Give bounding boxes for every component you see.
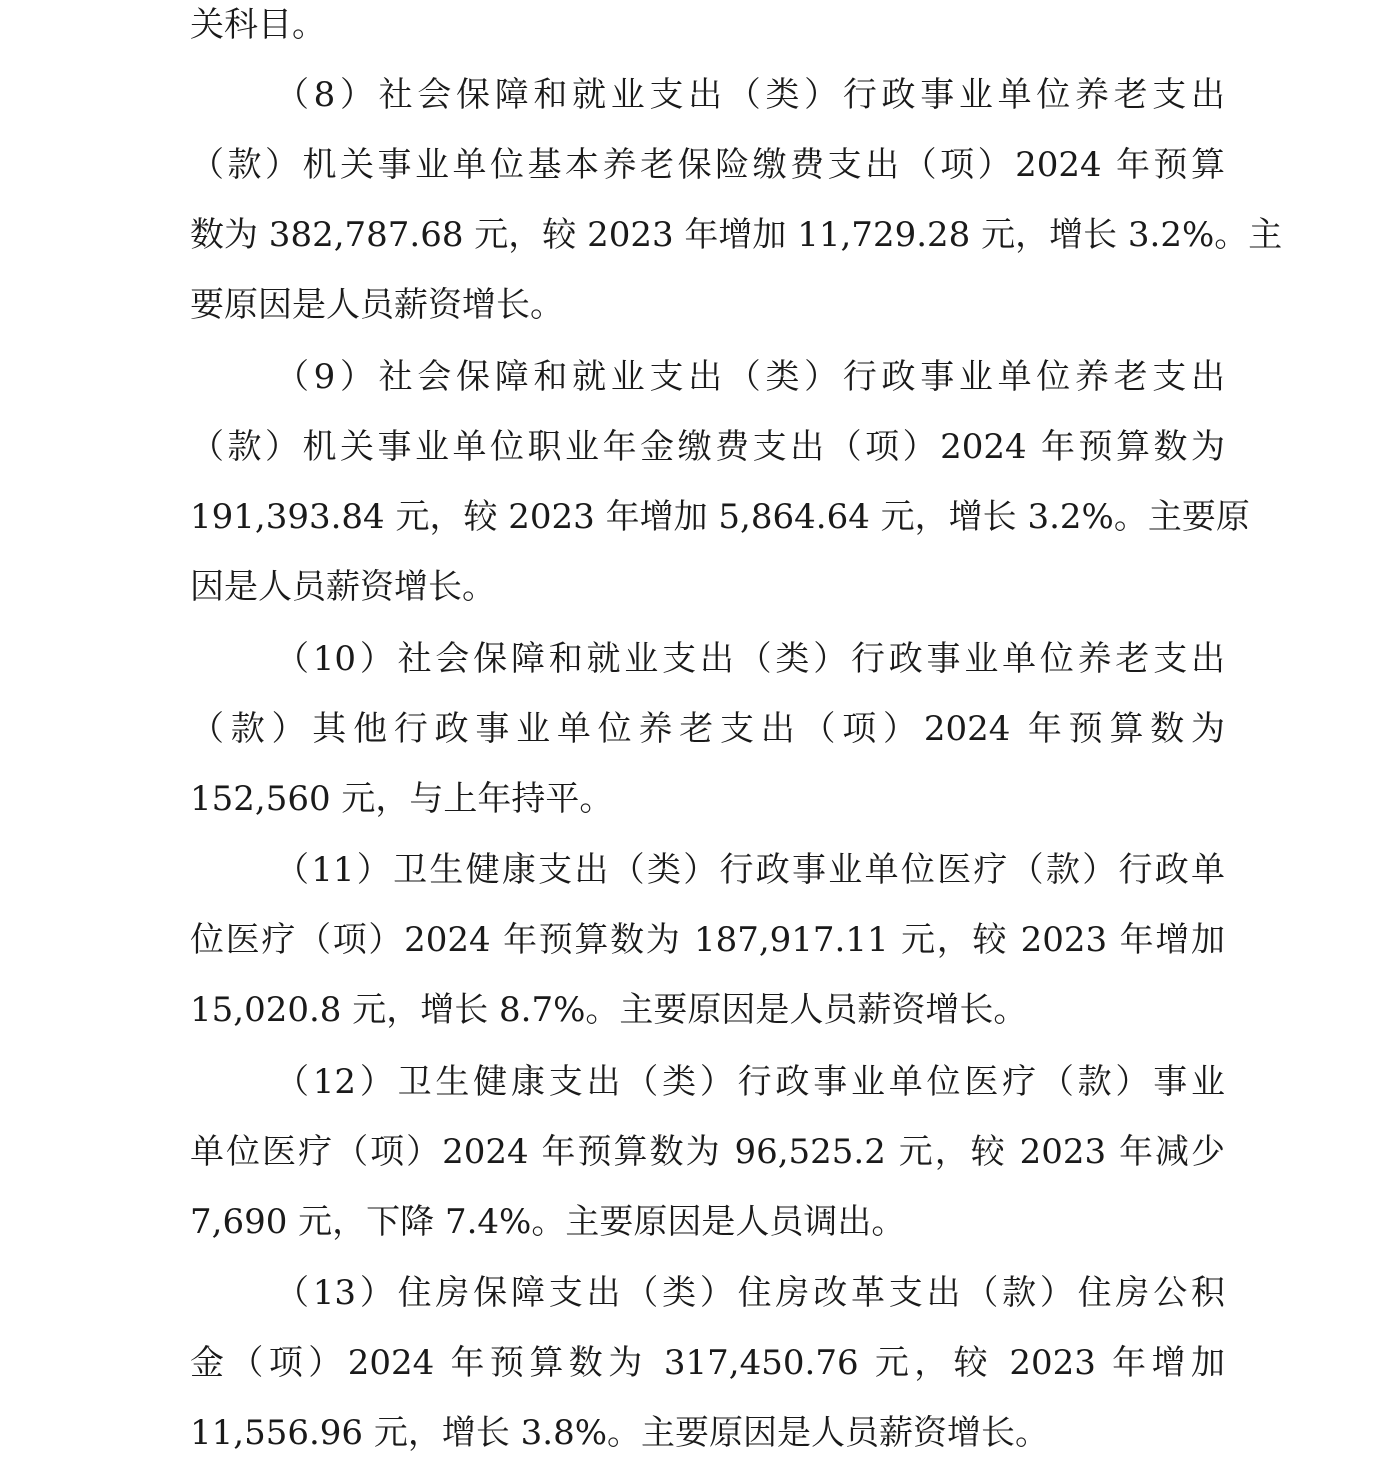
paragraph-8-line-3: 数为 382,787.68 元，较 2023 年增加 11,729.28 元，增长 3.2%。主 [190, 215, 1283, 255]
paragraph-12-line-3: 7,690 元，下降 7.4%。主要原因是人员调出。 [190, 1202, 906, 1242]
paragraph-9-line-1: （9）社会保障和就业支出（类）行政事业单位养老支出 [275, 357, 1225, 397]
paragraph-10-line-2: （款）其他行政事业单位养老支出（项）2024 年预算数为 [190, 709, 1225, 749]
paragraph-9-line-4: 因是人员薪资增长。 [190, 567, 496, 607]
paragraph-11-line-1: （11）卫生健康支出（类）行政事业单位医疗（款）行政单 [275, 850, 1225, 890]
paragraph-11-line-2: 位医疗（项）2024 年预算数为 187,917.11 元，较 2023 年增加 [190, 920, 1225, 960]
paragraph-8-line-2: （款）机关事业单位基本养老保险缴费支出（项）2024 年预算 [190, 145, 1225, 185]
paragraph-12-line-1: （12）卫生健康支出（类）行政事业单位医疗（款）事业 [275, 1062, 1225, 1102]
paragraph-13-line-2: 金（项）2024 年预算数为 317,450.76 元，较 2023 年增加 [190, 1343, 1225, 1383]
paragraph-12-line-2: 单位医疗（项）2024 年预算数为 96,525.2 元，较 2023 年减少 [190, 1132, 1225, 1172]
paragraph-10-line-3: 152,560 元，与上年持平。 [190, 779, 614, 819]
text-line-1: 关科目。 [190, 5, 326, 45]
paragraph-13-line-3: 11,556.96 元，增长 3.8%。主要原因是人员薪资增长。 [190, 1413, 1050, 1453]
paragraph-8-line-1: （8）社会保障和就业支出（类）行政事业单位养老支出 [275, 75, 1225, 115]
paragraph-9-line-2: （款）机关事业单位职业年金缴费支出（项）2024 年预算数为 [190, 427, 1225, 467]
paragraph-9-line-3: 191,393.84 元，较 2023 年增加 5,864.64 元，增长 3.2%。主要原 [190, 497, 1250, 537]
paragraph-11-line-3: 15,020.8 元，增长 8.7%。主要原因是人员薪资增长。 [190, 990, 1028, 1030]
paragraph-10-line-1: （10）社会保障和就业支出（类）行政事业单位养老支出 [275, 639, 1225, 679]
paragraph-13-line-1: （13）住房保障支出（类）住房改革支出（款）住房公积 [275, 1273, 1225, 1313]
paragraph-8-line-4: 要原因是人员薪资增长。 [190, 285, 564, 325]
